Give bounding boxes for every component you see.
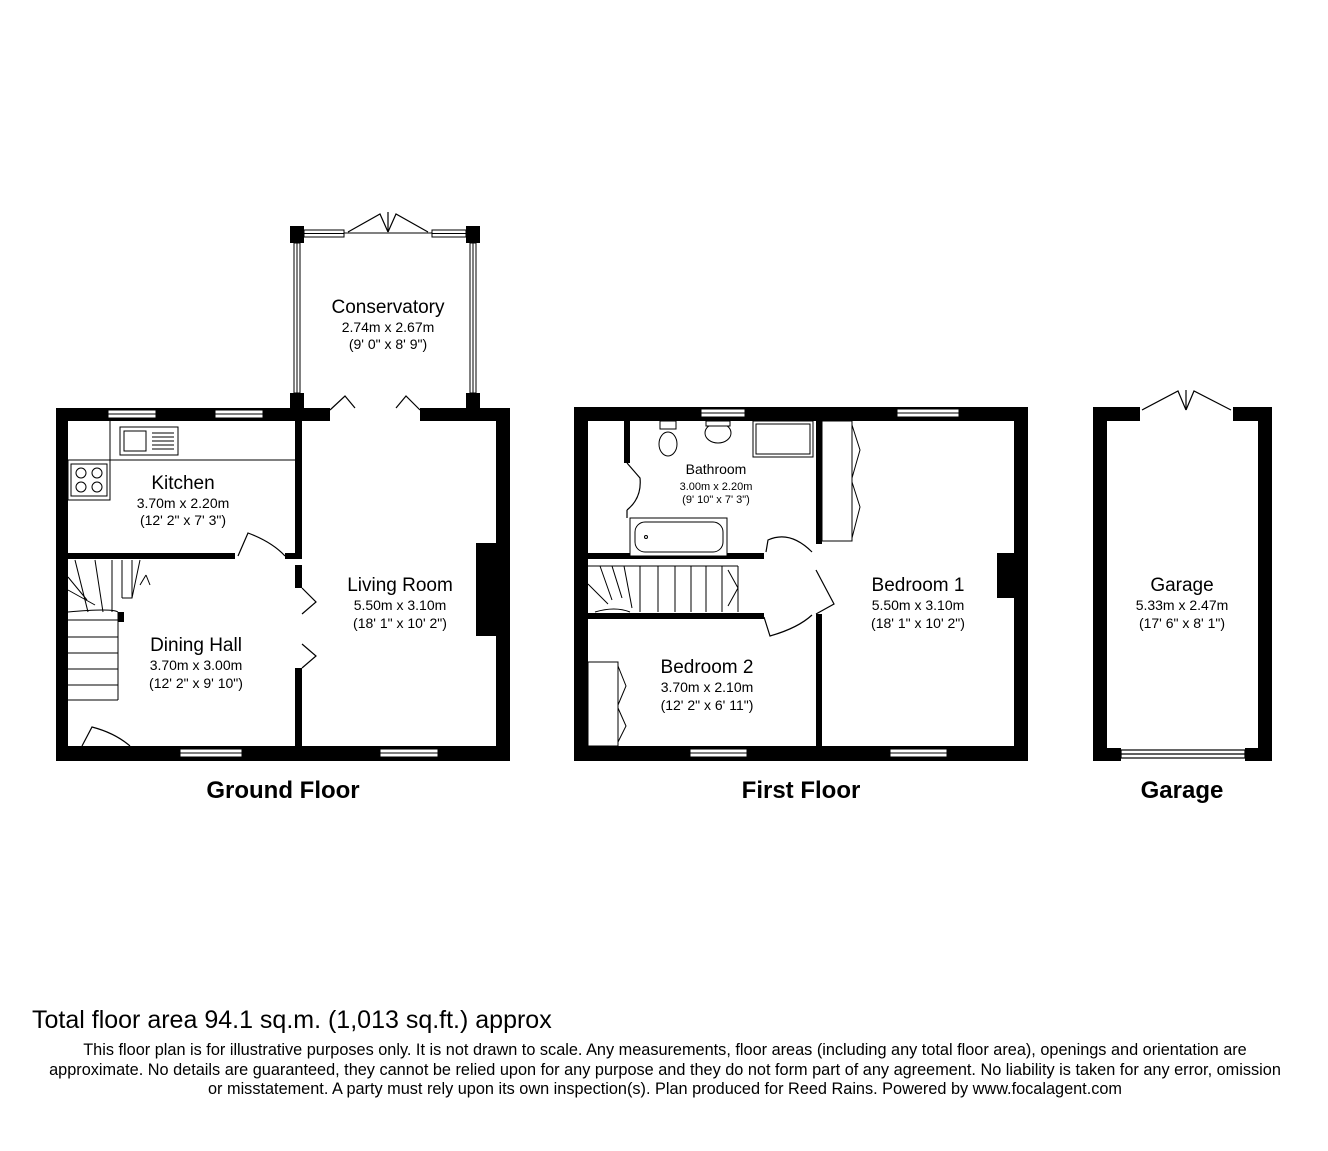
bedroom-2-metric: 3.70m x 2.10m <box>660 679 754 695</box>
ground-floor-plan <box>56 212 510 761</box>
bedroom-1-name: Bedroom 1 <box>871 575 965 596</box>
living-room-imperial: (18' 1" x 10' 2") <box>353 615 447 631</box>
conservatory-metric: 2.74m x 2.67m <box>341 319 435 335</box>
dining-hall-imperial: (12' 2" x 9' 10") <box>149 675 243 691</box>
ground-floor-label: Ground Floor <box>206 777 360 804</box>
bedroom-1-metric: 5.50m x 3.10m <box>871 597 965 613</box>
kitchen-imperial: (12' 2" x 7' 3") <box>139 512 227 528</box>
bathroom-imperial: (9' 10" x 7' 3") <box>682 494 750 506</box>
garage-imperial: (17' 6" x 8' 1") <box>1138 615 1226 631</box>
garage-name: Garage <box>1150 575 1214 596</box>
conservatory-name: Conservatory <box>331 297 445 318</box>
floor-labels <box>206 777 1223 804</box>
garage-metric: 5.33m x 2.47m <box>1135 597 1229 613</box>
first-floor-stairs <box>588 566 738 612</box>
bathroom-name: Bathroom <box>685 461 747 477</box>
dining-hall-metric: 3.70m x 3.00m <box>149 657 243 673</box>
conservatory-imperial: (9' 0" x 8' 9") <box>348 336 428 352</box>
kitchen-metric: 3.70m x 2.20m <box>136 495 230 511</box>
bedroom-2-imperial: (12' 2" x 6' 11") <box>660 697 754 713</box>
ground-floor-stairs <box>68 560 150 700</box>
total-floor-area: Total floor area 94.1 sq.m. (1,013 sq.ft.) approx <box>32 1006 552 1034</box>
garage-openings <box>1121 390 1245 758</box>
disclaimer-text: This floor plan is for illustrative purposes only. It is not drawn to scale. Any measurements, floor areas (including any total floor area), openings and orientation are approximate. No details are guaranteed, they cannot be relied upon for any purpose and they do not form part of any agreement. No liability is taken for any error, omission or misstatement. A party must rely upon its own inspection(s). Plan produced for Reed Rains. Powered by www.focalagent.com <box>49 1041 1281 1098</box>
living-room-name: Living Room <box>347 575 453 596</box>
bedroom-2-name: Bedroom 2 <box>660 657 754 678</box>
garage-floor-label: Garage <box>1140 777 1224 804</box>
first-floor-label: First Floor <box>741 777 861 804</box>
dining-hall-name: Dining Hall <box>150 635 242 656</box>
bedroom-1-imperial: (18' 1" x 10' 2") <box>871 615 965 631</box>
living-room-metric: 5.50m x 3.10m <box>353 597 447 613</box>
kitchen-name: Kitchen <box>151 473 215 494</box>
bathroom-metric: 3.00m x 2.20m <box>679 481 753 493</box>
